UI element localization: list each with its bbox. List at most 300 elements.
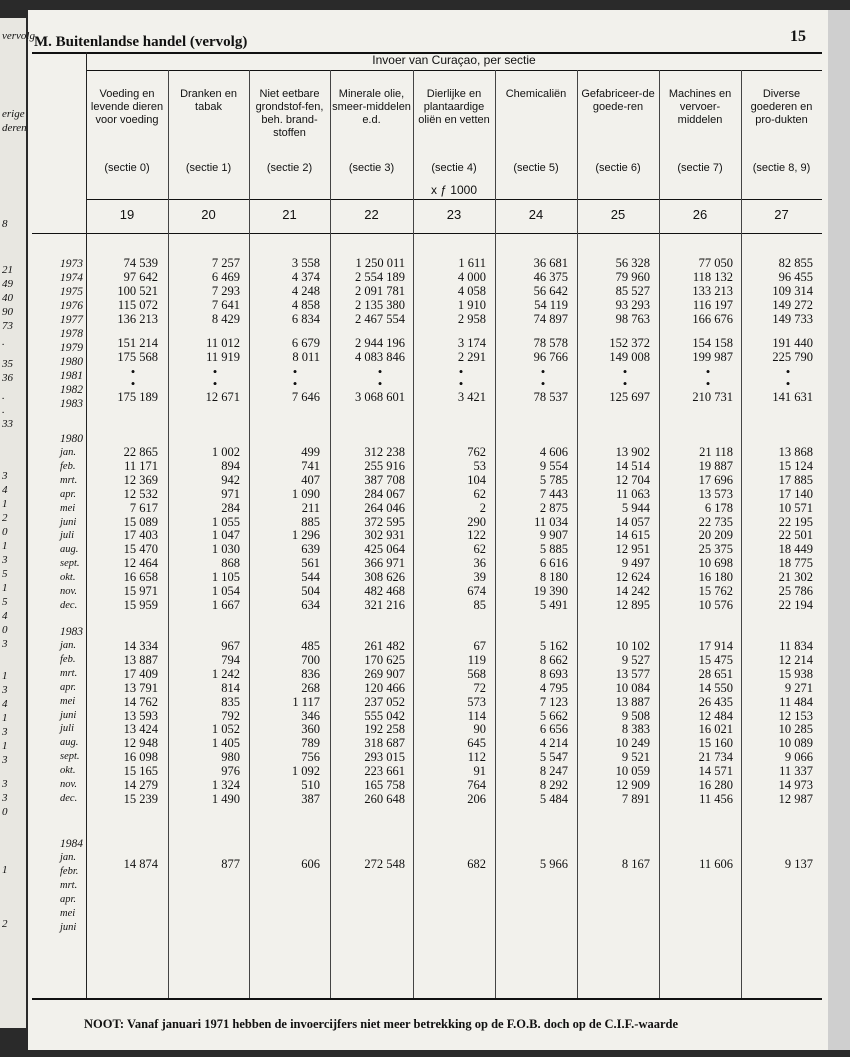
table-cell: 321 216 <box>364 597 405 612</box>
table-cell: 980 <box>221 750 240 765</box>
table-cell: 17 409 <box>123 666 158 681</box>
table-cell: 741 <box>301 458 320 473</box>
table-cell: 346 <box>301 708 320 723</box>
table-cell: 20 209 <box>698 528 733 543</box>
table-cell: 85 527 <box>615 284 650 298</box>
table-cell: 290 <box>467 514 486 529</box>
table-cell: 8 693 <box>539 666 568 681</box>
margin-fragment: 3 <box>2 754 8 766</box>
table-cell: 170 625 <box>364 652 405 667</box>
year-label: 1983 <box>60 626 83 638</box>
table-cell: 264 046 <box>364 500 405 515</box>
table-cell: 98 763 <box>615 312 650 326</box>
month-label: apr. <box>60 488 77 500</box>
table-cell: 10 285 <box>778 722 813 737</box>
table-cell: 4 000 <box>457 270 486 284</box>
table-cell: 13 902 <box>615 445 650 459</box>
table-cell: 11 063 <box>616 486 650 501</box>
table-cell: 789 <box>301 736 320 751</box>
table-cell: 85 <box>473 597 486 612</box>
column-header: Chemicaliën <box>505 88 567 100</box>
table-cell: 1 117 <box>292 694 320 709</box>
column-header: Minerale olie, smeer-middelen e.d. <box>332 88 411 126</box>
month-label: aug. <box>60 544 79 556</box>
table-cell: 14 571 <box>698 764 733 779</box>
table-cell: 9 521 <box>621 750 650 765</box>
table-cell: 97 642 <box>123 270 158 284</box>
table-cell: 4 248 <box>291 284 320 298</box>
margin-fragment: 4 <box>2 610 8 622</box>
table-cell: 15 971 <box>123 584 158 598</box>
margin-fragment: 36 <box>2 372 13 384</box>
table-cell: 485 <box>301 639 320 653</box>
column-section: (sectie 1) <box>185 162 232 174</box>
column-number: 21 <box>282 207 297 222</box>
table-cell: 12 895 <box>615 597 650 612</box>
table-cell: 268 <box>301 680 320 695</box>
table-cell: 1 611 <box>458 256 486 270</box>
year-label: 1973 <box>60 258 83 270</box>
table-cell: 114 <box>467 708 486 723</box>
month-label: jan. <box>60 447 77 458</box>
table-cell: 5 966 <box>539 857 568 871</box>
table-cell: 12 369 <box>123 472 158 487</box>
year-label: 1981 <box>60 370 83 382</box>
year-label: 1978 <box>60 328 83 340</box>
next-page-edge <box>828 10 850 1050</box>
table-cell: 15 089 <box>123 514 158 529</box>
table-cell: 118 132 <box>692 270 733 284</box>
month-label: juli <box>60 530 75 542</box>
table-cell: 606 <box>301 857 320 871</box>
margin-fragment: 3 <box>2 778 8 790</box>
table-cell: 318 687 <box>364 736 405 751</box>
table-cell: 25 786 <box>778 584 813 598</box>
missing-value-marker: • • <box>292 364 298 391</box>
table-cell: 36 681 <box>533 256 568 270</box>
page-number: 15 <box>790 28 806 45</box>
table-cell: 15 165 <box>123 764 158 779</box>
table-cell: 90 <box>473 722 486 737</box>
table-cell: 78 578 <box>533 336 568 350</box>
table-cell: 11 012 <box>206 336 240 350</box>
table-cell: 9 066 <box>784 750 813 765</box>
table-cell: 308 626 <box>364 570 405 585</box>
table-cell: 814 <box>221 680 240 695</box>
column-number: 27 <box>774 207 789 222</box>
table-cell: 894 <box>221 458 240 473</box>
table-cell: 78 537 <box>533 390 568 404</box>
margin-fragment: 21 <box>2 264 13 276</box>
table-cell: 5 944 <box>621 500 650 515</box>
month-label: apr. <box>60 681 77 693</box>
margin-fragment: 2 <box>2 512 8 524</box>
table-cell: 154 158 <box>692 336 733 350</box>
month-label: nov. <box>60 779 78 790</box>
table-cell: 5 484 <box>539 791 568 806</box>
table-cell: 639 <box>301 542 320 557</box>
table-cell: 3 421 <box>457 390 486 404</box>
table-cell: 4 858 <box>291 298 320 312</box>
margin-fragment: 4 <box>2 698 8 710</box>
table-cell: 14 762 <box>123 694 158 709</box>
margin-fragment: 2 <box>2 918 8 930</box>
table-cell: 18 775 <box>778 556 813 571</box>
table-cell: 674 <box>467 584 486 598</box>
table-cell: 568 <box>467 666 486 681</box>
table-cell: 6 834 <box>291 312 320 326</box>
table-cell: 1 324 <box>211 778 240 792</box>
margin-fragment: 35 <box>2 358 13 370</box>
table-cell: 206 <box>467 791 486 806</box>
missing-value-marker: • • <box>212 364 218 391</box>
table-cell: 561 <box>301 556 320 571</box>
table-cell: 13 887 <box>615 694 650 709</box>
table-cell: 225 790 <box>772 350 813 364</box>
table-cell: 2 135 380 <box>355 298 405 312</box>
table-cell: 21 734 <box>698 750 733 765</box>
table-cell: 72 <box>473 680 486 695</box>
month-label: mei <box>60 907 76 919</box>
table-cell: 4 214 <box>539 736 568 751</box>
table-cell: 15 762 <box>698 584 733 598</box>
table-cell: 1 054 <box>211 584 240 598</box>
table-cell: 14 973 <box>778 778 813 792</box>
table-cell: 12 704 <box>615 472 650 487</box>
table-cell: 120 466 <box>364 680 405 695</box>
table-cell: 1 667 <box>211 597 240 612</box>
table-cell: 2 944 196 <box>355 336 405 350</box>
column-number: 24 <box>528 207 544 222</box>
table-cell: 12 951 <box>615 542 650 557</box>
month-label: jan. <box>60 640 77 651</box>
column-number: 22 <box>364 207 379 222</box>
page-title: M. Buitenlandse handel (vervolg) <box>34 34 248 50</box>
table-cell: 104 <box>467 472 486 487</box>
table-cell: 10 576 <box>698 597 733 612</box>
month-label: apr. <box>60 893 77 905</box>
margin-fragment: 5 <box>2 568 8 580</box>
table-cell: 79 960 <box>615 270 650 284</box>
table-cell: 976 <box>221 764 240 779</box>
table-cell: 425 064 <box>364 542 405 557</box>
year-label: 1977 <box>60 314 83 326</box>
table-cell: 11 337 <box>779 764 813 779</box>
month-label: feb. <box>60 653 76 665</box>
table-cell: 10 059 <box>615 764 650 779</box>
table-cell: 1 242 <box>211 666 240 681</box>
table-cell: 8 167 <box>621 857 650 871</box>
table-cell: 877 <box>221 857 240 871</box>
missing-value-marker: • • <box>785 364 791 391</box>
table-cell: 6 656 <box>539 722 568 737</box>
table-cell: 9 527 <box>621 652 650 667</box>
table-cell: 8 429 <box>211 312 240 326</box>
table-cell: 19 390 <box>533 584 568 598</box>
column-header: Dierlijke en plantaardige oliën en vetten <box>418 88 490 126</box>
table-cell: 39 <box>473 570 486 585</box>
margin-fragment: 1 <box>2 498 8 510</box>
table-cell: 4 058 <box>457 284 486 298</box>
month-label: mei <box>60 695 76 707</box>
table-cell: 13 573 <box>698 486 733 501</box>
table-cell: 682 <box>467 857 486 871</box>
table-cell: 387 708 <box>364 472 405 487</box>
month-label: nov. <box>60 586 78 597</box>
table-cell: 7 641 <box>211 298 240 312</box>
table-cell: 14 279 <box>123 778 158 792</box>
month-label: sept. <box>60 751 80 763</box>
table-cell: 165 758 <box>364 778 405 792</box>
table-cell: 77 050 <box>698 256 733 270</box>
margin-fragment: 3 <box>2 470 8 482</box>
table-cell: 199 987 <box>692 350 733 364</box>
table-cell: 22 501 <box>778 528 813 543</box>
margin-fragment: 3 <box>2 554 8 566</box>
table-cell: 11 919 <box>206 350 240 364</box>
table-cell: 96 455 <box>778 270 813 284</box>
table-cell: 14 874 <box>123 857 158 871</box>
month-label: juni <box>60 709 77 721</box>
table-cell: 942 <box>221 472 240 487</box>
column-number: 20 <box>201 207 216 222</box>
year-label: 1979 <box>60 342 83 354</box>
margin-fragment: 0 <box>2 624 8 636</box>
table-cell: 573 <box>467 694 486 709</box>
table-cell: 868 <box>221 556 240 571</box>
year-label: 1980 <box>60 356 83 368</box>
table-cell: 74 897 <box>533 312 568 326</box>
table-cell: 96 766 <box>533 350 568 364</box>
table-cell: 7 257 <box>211 256 240 270</box>
table-cell: 794 <box>221 652 240 667</box>
table-cell: 2 554 189 <box>355 270 405 284</box>
table-cell: 4 083 846 <box>355 350 405 364</box>
table-cell: 792 <box>221 708 240 723</box>
column-section: (sectie 3) <box>348 162 395 174</box>
table-cell: 3 558 <box>291 256 320 270</box>
table-cell: 756 <box>301 750 320 765</box>
table-cell: 17 914 <box>698 639 733 653</box>
column-section: (sectie 8, 9) <box>752 162 811 174</box>
month-label: sept. <box>60 558 80 570</box>
table-cell: 16 180 <box>698 570 733 585</box>
margin-fragment: erige <box>2 108 25 120</box>
table-cell: 46 375 <box>533 270 568 284</box>
table-cell: 14 514 <box>615 458 650 473</box>
table-cell: 175 189 <box>117 390 158 404</box>
table-cell: 11 456 <box>699 791 733 806</box>
table-cell: 192 258 <box>364 722 405 737</box>
table-cell: 119 <box>467 652 486 667</box>
table-cell: 191 440 <box>772 336 813 350</box>
month-label: feb. <box>60 460 76 472</box>
table-cell: 12 671 <box>205 390 240 404</box>
table-cell: 82 855 <box>778 256 813 270</box>
table-cell: 8 247 <box>539 764 568 779</box>
margin-fragment: 40 <box>2 292 13 304</box>
margin-fragment: 33 <box>2 418 13 430</box>
table-cell: 7 646 <box>291 390 320 404</box>
table-cell: 2 467 554 <box>355 312 405 326</box>
table-cell: 885 <box>301 514 320 529</box>
bottom-rule <box>32 998 822 1000</box>
table-cell: 284 <box>221 500 240 515</box>
month-label: dec. <box>60 599 78 611</box>
table-cell: 762 <box>467 445 486 459</box>
super-header-rule <box>86 70 822 71</box>
table-cell: 4 606 <box>539 445 568 459</box>
table-cell: 19 887 <box>698 458 733 473</box>
table-cell: 17 403 <box>123 528 158 543</box>
table-cell: 7 123 <box>539 694 568 709</box>
table-cell: 21 302 <box>778 570 813 585</box>
table-cell: 9 271 <box>784 680 813 695</box>
column-header: Gefabriceer-de goede-ren <box>581 88 655 113</box>
table-cell: 223 661 <box>364 764 405 779</box>
month-label: okt. <box>60 765 76 777</box>
footnote <box>84 1017 678 1032</box>
table-cell: 634 <box>301 597 320 612</box>
table-cell: 835 <box>221 694 240 709</box>
table-cell: 407 <box>301 472 320 487</box>
table-cell: 14 550 <box>698 680 733 695</box>
table-cell: 1 030 <box>211 542 240 557</box>
table-cell: 12 484 <box>698 708 733 723</box>
table-cell: 28 651 <box>698 666 733 681</box>
table-cell: 237 052 <box>364 694 405 709</box>
table-cell: 54 119 <box>534 298 568 312</box>
footnote-text: Vanaf januari 1971 hebben de invoercijfers niet meer betrekking op de F.O.B. doch op de C.I.F.-waarde <box>126 1017 679 1031</box>
table-cell: 387 <box>301 791 320 806</box>
table-cell: 544 <box>301 570 320 585</box>
table-cell: 10 084 <box>615 680 650 695</box>
year-label: 1980 <box>60 433 83 445</box>
margin-fragment: 49 <box>2 278 13 290</box>
month-label: mrt. <box>60 474 78 486</box>
table-cell: 4 374 <box>291 270 320 284</box>
unit-label: x ƒ 1000 <box>430 183 478 197</box>
table-cell: 125 697 <box>609 390 650 404</box>
table-cell: 10 102 <box>615 639 650 653</box>
column-section: (sectie 0) <box>104 162 150 174</box>
table-cell: 36 <box>473 556 486 571</box>
table-cell: 25 375 <box>698 542 733 557</box>
table-cell: 10 089 <box>778 736 813 751</box>
table-cell: 1 250 011 <box>355 256 405 270</box>
table-cell: 9 497 <box>621 556 650 571</box>
table-cell: 11 834 <box>779 639 813 653</box>
table-cell: 22 194 <box>778 597 813 612</box>
margin-fragment: 73 <box>2 320 13 332</box>
table-cell: 8 383 <box>621 722 650 737</box>
table-cell: 1 910 <box>457 298 486 312</box>
margin-fragment: 3 <box>2 792 8 804</box>
table-cell: 91 <box>473 764 486 779</box>
table-cell: 6 178 <box>704 500 733 515</box>
table-cell: 3 174 <box>457 336 486 350</box>
table-cell: 11 171 <box>124 458 158 473</box>
table-cell: 312 238 <box>364 445 405 459</box>
table-cell: 16 021 <box>698 722 733 737</box>
table-cell: 366 971 <box>364 556 405 571</box>
table-cell: 7 443 <box>539 486 568 501</box>
table-cell: 1 092 <box>291 764 320 779</box>
table-cell: 13 577 <box>615 666 650 681</box>
table-cell: 1 296 <box>291 528 320 543</box>
table-cell: 6 616 <box>539 556 568 571</box>
table-cell: 175 568 <box>117 350 158 364</box>
table-cell: 13 424 <box>123 722 158 737</box>
table-cell: 1 105 <box>211 570 240 585</box>
month-label: juni <box>60 921 77 933</box>
month-label: okt. <box>60 572 76 584</box>
table-cell: 14 057 <box>615 514 650 529</box>
table-cell: 149 008 <box>609 350 650 364</box>
table-cell: 9 554 <box>539 458 568 473</box>
table-cell: 122 <box>467 528 486 543</box>
column-section: (sectie 6) <box>595 162 641 174</box>
table-cell: 109 314 <box>772 284 813 298</box>
table-cell: 8 662 <box>539 652 568 667</box>
margin-fragment: deren <box>2 122 27 134</box>
missing-value-marker: • • <box>622 364 628 391</box>
table-cell: 100 521 <box>117 284 158 298</box>
table-cell: 5 785 <box>539 472 568 487</box>
table-cell: 12 214 <box>778 652 813 667</box>
table-cell: 10 698 <box>698 556 733 571</box>
margin-fragment: . <box>2 390 5 402</box>
table-cell: 8 292 <box>539 778 568 792</box>
year-label: 1982 <box>60 384 83 396</box>
missing-value-marker: • • <box>705 364 711 391</box>
table-cell: 6 469 <box>211 270 240 284</box>
table-cell: 293 015 <box>364 750 405 765</box>
year-label: 1976 <box>60 300 83 312</box>
margin-fragment: 1 <box>2 712 8 724</box>
table-cell: 482 468 <box>364 584 405 598</box>
table-cell: 8 180 <box>539 570 568 585</box>
column-header: Niet eetbare grondstof-fen, beh. brand-stoffen <box>255 88 324 139</box>
table-cell: 26 435 <box>698 694 733 709</box>
table-cell: 12 624 <box>615 570 650 585</box>
column-section: (sectie 4) <box>431 162 477 174</box>
table-cell: 1 405 <box>211 736 240 751</box>
table-cell: 14 334 <box>123 639 158 653</box>
margin-fragment: 8 <box>2 218 8 230</box>
table-cell: 11 606 <box>699 857 733 871</box>
table-cell: 62 <box>473 486 486 501</box>
table-cell: 255 916 <box>364 458 405 473</box>
table-cell: 9 508 <box>621 708 650 723</box>
margin-fragment: . <box>2 336 5 348</box>
table-cell: 56 642 <box>533 284 568 298</box>
month-label: juni <box>60 516 77 528</box>
super-header: Invoer van Curaçao, per sectie <box>372 53 536 67</box>
table-cell: 836 <box>301 666 320 681</box>
table-cell: 4 795 <box>539 680 568 695</box>
table-cell: 18 449 <box>778 542 813 557</box>
missing-value-marker: • • <box>458 364 464 391</box>
month-label: dec. <box>60 792 78 804</box>
table-cell: 211 <box>301 500 320 515</box>
table-cell: 967 <box>221 639 240 653</box>
column-header: Dranken en tabak <box>180 88 237 113</box>
table-cell: 133 213 <box>692 284 733 298</box>
table-cell: 62 <box>473 542 486 557</box>
table-cell: 166 676 <box>692 312 733 326</box>
table-cell: 2 875 <box>539 500 568 515</box>
